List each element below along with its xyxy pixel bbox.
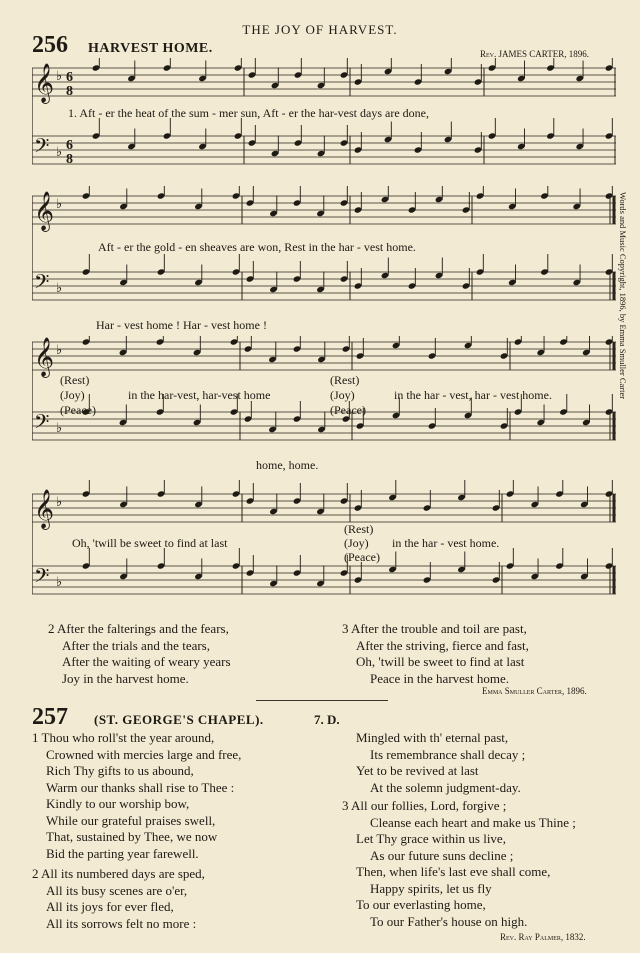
stanza-line: 2 All its numbered days are sped, bbox=[32, 866, 205, 881]
rest-label-3: (Rest) bbox=[344, 522, 374, 536]
stanza-line: All its sorrows felt no more : bbox=[46, 915, 197, 931]
words-credit: Emma Smuller Carter, 1896. bbox=[482, 686, 587, 696]
joy-label: (Joy) bbox=[60, 388, 85, 402]
stanza-line: After the striving, fierce and fast, bbox=[356, 637, 529, 653]
copyright-notice: Words and Music Copyright, 1896, by Emma Smuller Carter bbox=[618, 192, 628, 400]
stanza-line: All its joys for ever fled, bbox=[46, 899, 174, 914]
time-signature-top: 6 bbox=[66, 70, 73, 85]
stanza-line: After the waiting of weary years bbox=[62, 654, 231, 669]
stanza-line: 2 After the falterings and the fears, bbox=[48, 621, 229, 636]
stanza-line: All its busy scenes are o'er, bbox=[46, 882, 188, 898]
time-signature-bottom: 8 bbox=[66, 84, 73, 99]
stanza-257-right bbox=[342, 730, 576, 930]
meter: 7. D. bbox=[314, 712, 340, 727]
stanza-line: Let Thy grace within us live, bbox=[356, 831, 506, 846]
treble-clef: 𝄞 bbox=[34, 491, 55, 528]
stanza-line: Rich Thy gifts to us abound, bbox=[46, 763, 194, 778]
peace-label-2: (Peace) bbox=[330, 403, 366, 417]
stanza-line: Cleanse each heart and make us Thine ; bbox=[370, 814, 576, 830]
lyric-line-2: Aft - er the gold - en sheaves are won, Rest in the har - vest home. bbox=[98, 240, 416, 254]
joy-label-2: (Joy) bbox=[330, 388, 355, 402]
bass-clef: 𝄢 bbox=[34, 412, 50, 438]
flat-key-signature: ♭ bbox=[56, 68, 63, 83]
time-signature-top: 6 bbox=[66, 138, 73, 153]
stanza-line: Happy spirits, let us fly bbox=[370, 880, 492, 896]
flat-key-signature: ♭ bbox=[56, 494, 63, 509]
flat-key-signature: ♭ bbox=[56, 196, 63, 211]
treble-clef: 𝄞 bbox=[34, 193, 55, 230]
divider-rule bbox=[256, 700, 388, 701]
stanza-line: At the solemn judgment-day. bbox=[370, 779, 521, 795]
music-system-1 bbox=[32, 58, 616, 190]
lyric-line-3b: in the har - vest, har - vest home. bbox=[394, 388, 552, 402]
stanza-line: That, sustained by Thee, we now bbox=[46, 829, 218, 844]
rest-label: (Rest) bbox=[60, 373, 90, 387]
flat-key-signature: ♭ bbox=[56, 574, 63, 589]
flat-key-signature: ♭ bbox=[56, 420, 63, 435]
stanza-line: Bid the parting year farewell. bbox=[46, 845, 199, 861]
stanza-line: Yet to be revived at last bbox=[356, 763, 479, 778]
stanza-line: Mingled with th' eternal past, bbox=[356, 730, 509, 745]
bass-lyric-line-3: home, home. bbox=[256, 458, 319, 472]
lyric-line-1: 1. Aft - er the heat of the sum - mer sun, Aft - er the har-vest days are done, bbox=[68, 106, 429, 120]
stanza-line: While our grateful praises swell, bbox=[46, 812, 216, 828]
stanza-line: Warm our thanks shall rise to Thee : bbox=[46, 779, 235, 795]
stanza-line: Crowned with mercies large and free, bbox=[46, 746, 242, 762]
stanza-line: 1 Thou who roll'st the year around, bbox=[32, 730, 215, 745]
stanza-line: 3 All our follies, Lord, forgive ; bbox=[342, 798, 507, 813]
stanza-line: Then, when life's last eve shall come, bbox=[356, 864, 551, 879]
lyric-line-3a: in the har-vest, har-vest home bbox=[128, 388, 271, 402]
hymn-title: HARVEST HOME. bbox=[88, 41, 213, 56]
running-head: THE JOY OF HARVEST. bbox=[242, 22, 398, 37]
flat-key-signature: ♭ bbox=[56, 342, 63, 357]
rest-label-2: (Rest) bbox=[330, 373, 360, 387]
peace-label-3: (Peace) bbox=[344, 550, 380, 564]
bass-clef: 𝄢 bbox=[34, 566, 50, 592]
joy-label-3: (Joy) bbox=[344, 536, 369, 550]
stanza-257-1 bbox=[32, 730, 241, 932]
stanza-line: Its remembrance shall decay ; bbox=[370, 746, 526, 762]
treble-clef: 𝄞 bbox=[34, 65, 55, 102]
stanza-line: To our Father's house on high. bbox=[370, 913, 528, 929]
time-signature-bottom: 8 bbox=[66, 152, 73, 167]
bass-clef: 𝄢 bbox=[34, 136, 50, 162]
stanza-3 bbox=[342, 621, 529, 687]
hymn-number-256: 256 bbox=[32, 32, 68, 58]
hymn-number-257: 257 bbox=[32, 704, 68, 730]
stanza-line: To our everlasting home, bbox=[356, 897, 486, 912]
stanza-line: Oh, 'twill be sweet to find at last bbox=[356, 654, 525, 669]
stanza-line: After the trials and the tears, bbox=[62, 637, 210, 653]
lyric-line-4b: in the har - vest home. bbox=[392, 536, 500, 550]
stanza-line: Peace in the harvest home. bbox=[370, 670, 509, 686]
tune-name: (ST. GEORGE'S CHAPEL). bbox=[94, 712, 264, 727]
stanza-2 bbox=[48, 621, 231, 687]
treble-clef: 𝄞 bbox=[34, 339, 55, 376]
stanza-line: Kindly to our worship bow, bbox=[46, 796, 190, 811]
author-credit: Rev. JAMES CARTER, 1896. bbox=[480, 49, 589, 59]
stanza-line: 3 After the trouble and toil are past, bbox=[342, 621, 527, 636]
stanza-line: As our future suns decline ; bbox=[370, 847, 514, 863]
flat-key-signature: ♭ bbox=[56, 280, 63, 295]
flat-key-signature: ♭ bbox=[56, 144, 63, 159]
peace-label: (Peace) bbox=[60, 403, 96, 417]
bass-clef: 𝄢 bbox=[34, 272, 50, 298]
hymn-257-credit: Rev. Ray Palmer, 1832. bbox=[500, 932, 586, 942]
lyric-line-4a: Oh, 'twill be sweet to find at last bbox=[72, 536, 228, 550]
bass-lyric-line-2: Har - vest home ! Har - vest home ! bbox=[96, 318, 267, 332]
stanza-line: Joy in the harvest home. bbox=[62, 670, 189, 686]
